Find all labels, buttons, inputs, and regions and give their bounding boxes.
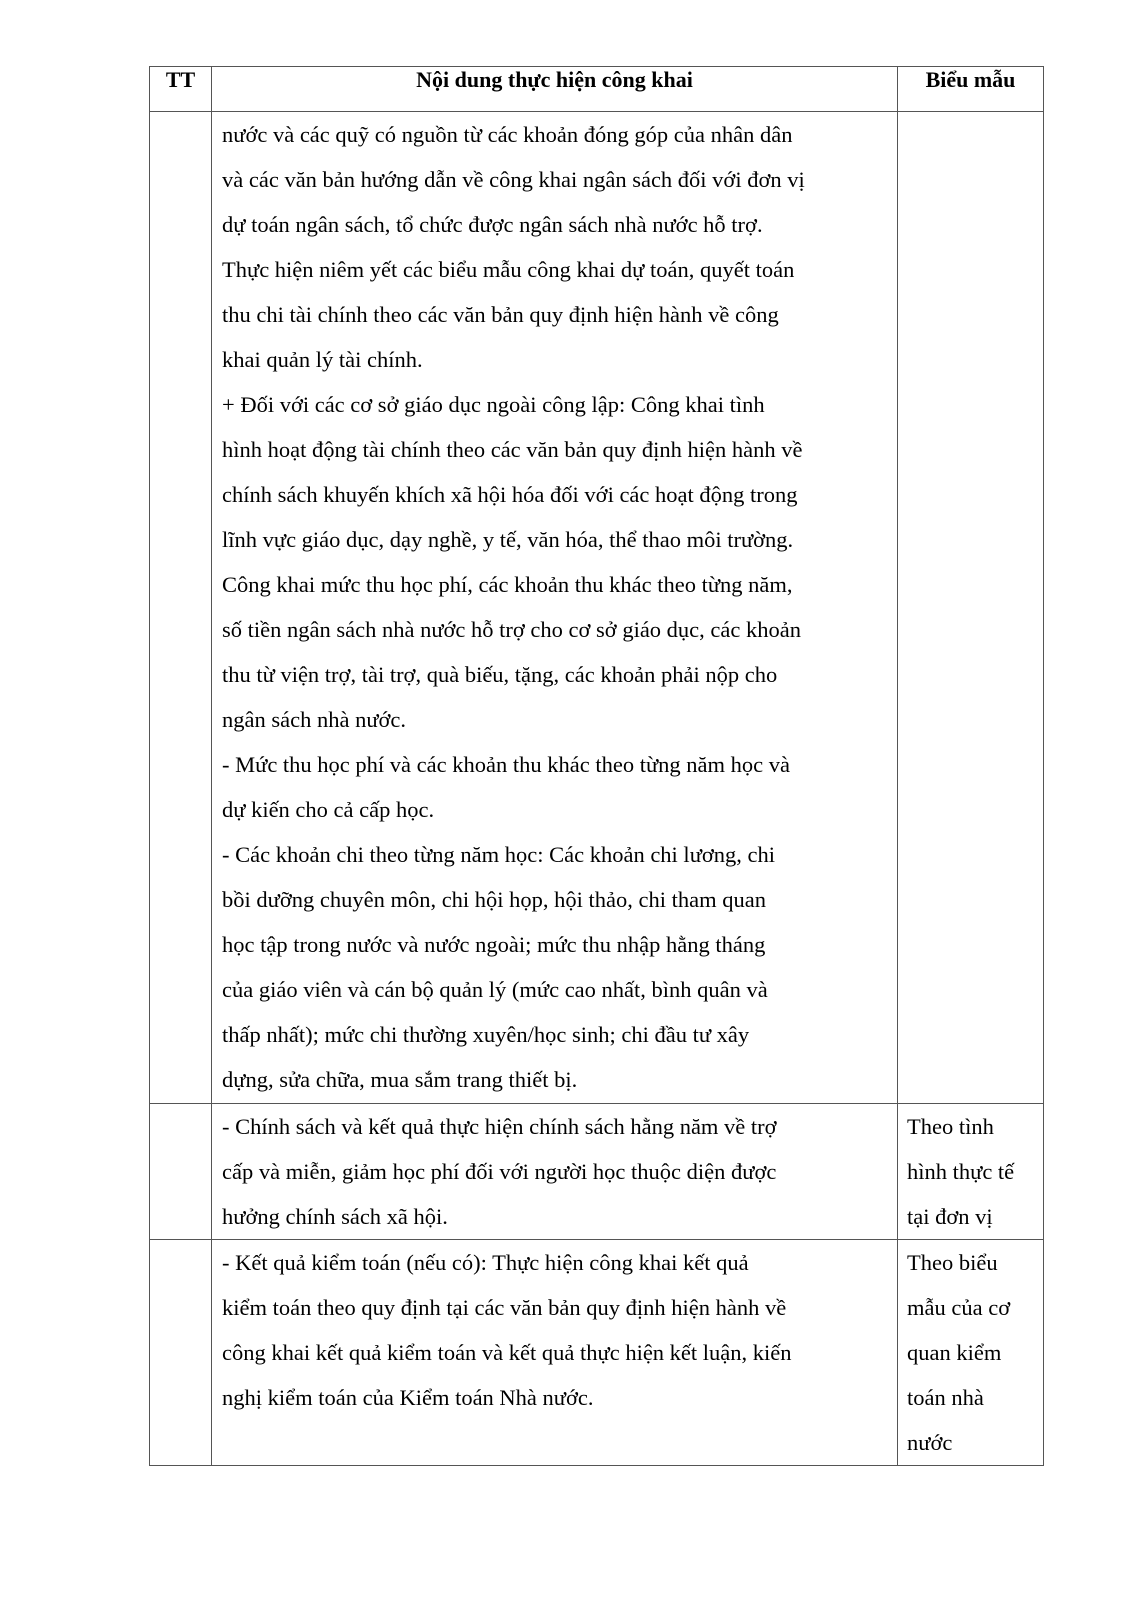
table-row <box>150 112 1044 1104</box>
text-line: hình hoạt động tài chính theo các văn bản quy định hiện hành về <box>222 437 803 462</box>
text-line: kiểm toán theo quy định tại các văn bản quy định hiện hành về <box>222 1295 787 1320</box>
text-line: - Các khoản chi theo từng năm học: Các khoản chi lương, chi <box>222 842 776 867</box>
text-line: số tiền ngân sách nhà nước hỗ trợ cho cơ sở giáo dục, các khoản <box>222 617 801 642</box>
row-form <box>898 1104 1044 1240</box>
text-line: - Mức thu học phí và các khoản thu khác theo từng năm học và <box>222 752 790 777</box>
text-line: dựng, sửa chữa, mua sắm trang thiết bị. <box>222 1067 578 1092</box>
text-line: - Kết quả kiểm toán (nếu có): Thực hiện công khai kết quả <box>222 1250 749 1275</box>
header-form: Biểu mẫu <box>898 67 1044 112</box>
text-line: khai quản lý tài chính. <box>222 347 423 372</box>
text-line: công khai kết quả kiểm toán và kết quả thực hiện kết luận, kiến <box>222 1340 792 1365</box>
text-line: Theo tình <box>907 1114 994 1139</box>
disclosure-table <box>149 66 1044 1466</box>
row-content <box>212 1240 898 1466</box>
row-form <box>898 112 1044 1104</box>
row-content <box>212 112 898 1104</box>
text-line: hình thực tế <box>907 1159 1015 1184</box>
text-line: + Đối với các cơ sở giáo dục ngoài công lập: Công khai tình <box>222 392 765 417</box>
row-tt <box>150 1104 212 1240</box>
row-tt <box>150 1240 212 1466</box>
row-form <box>898 1240 1044 1466</box>
text-line: toán nhà <box>907 1385 984 1410</box>
table-header-row <box>150 67 1044 112</box>
header-tt: TT <box>150 67 212 112</box>
text-line: và các văn bản hướng dẫn về công khai ngân sách đối với đơn vị <box>222 167 805 192</box>
text-line: thấp nhất); mức chi thường xuyên/học sinh; chi đầu tư xây <box>222 1022 750 1047</box>
text-line: quan kiểm <box>907 1340 1002 1365</box>
text-line: nước <box>907 1430 953 1455</box>
text-line: nghị kiểm toán của Kiểm toán Nhà nước. <box>222 1385 594 1410</box>
header-content: Nội dung thực hiện công khai <box>212 67 898 112</box>
text-line: tại đơn vị <box>907 1204 993 1229</box>
text-line: thu chi tài chính theo các văn bản quy định hiện hành về công <box>222 302 779 327</box>
text-line: Công khai mức thu học phí, các khoản thu khác theo từng năm, <box>222 572 793 597</box>
table-row <box>150 1240 1044 1466</box>
text-line: chính sách khuyến khích xã hội hóa đối với các hoạt động trong <box>222 482 798 507</box>
text-line: bồi dưỡng chuyên môn, chi hội họp, hội thảo, chi tham quan <box>222 887 767 912</box>
text-line: cấp và miễn, giảm học phí đối với người học thuộc diện được <box>222 1159 777 1184</box>
text-line: - Chính sách và kết quả thực hiện chính sách hằng năm về trợ <box>222 1114 777 1139</box>
text-line: Thực hiện niêm yết các biểu mẫu công khai dự toán, quyết toán <box>222 257 795 282</box>
row-tt <box>150 112 212 1104</box>
text-line: ngân sách nhà nước. <box>222 707 407 732</box>
text-line: của giáo viên và cán bộ quản lý (mức cao nhất, bình quân và <box>222 977 768 1002</box>
row-content <box>212 1104 898 1240</box>
text-line: mẫu của cơ <box>907 1295 1011 1320</box>
text-line: Theo biểu <box>907 1250 998 1275</box>
text-line: thu từ viện trợ, tài trợ, quà biếu, tặng, các khoản phải nộp cho <box>222 662 778 687</box>
text-line: nước và các quỹ có nguồn từ các khoản đóng góp của nhân dân <box>222 122 793 147</box>
text-line: học tập trong nước và nước ngoài; mức thu nhập hằng tháng <box>222 932 766 957</box>
text-line: dự toán ngân sách, tổ chức được ngân sách nhà nước hỗ trợ. <box>222 212 763 237</box>
text-line: lĩnh vực giáo dục, dạy nghề, y tế, văn hóa, thể thao môi trường. <box>222 527 794 552</box>
table-row <box>150 1104 1044 1240</box>
text-line: dự kiến cho cả cấp học. <box>222 797 435 822</box>
text-line: hưởng chính sách xã hội. <box>222 1204 448 1229</box>
